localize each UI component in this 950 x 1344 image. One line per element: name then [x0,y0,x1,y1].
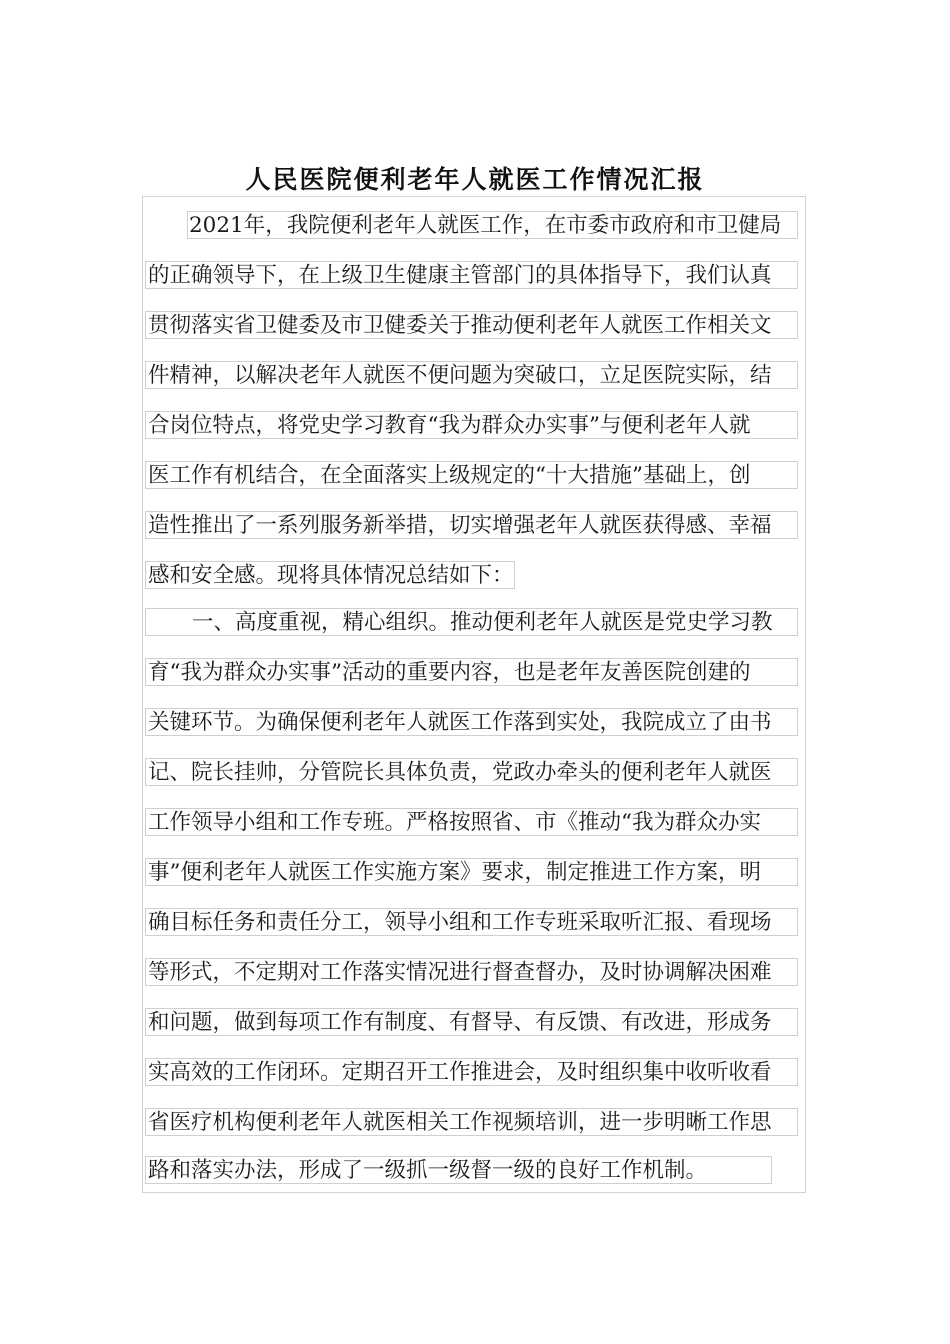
paragraph-line: 省医疗机构便利老年人就医相关工作视频培训，进一步明晰工作思 [145,1108,798,1136]
paragraph-line: 事”便利老年人就医工作实施方案》要求，制定推进工作方案，明 [145,858,798,886]
paragraph-line: 造性推出了一系列服务新举措，切实增强老年人就医获得感、幸福 [145,511,798,539]
paragraph-line: 医工作有机结合，在全面落实上级规定的“十大措施”基础上，创 [145,461,798,489]
page-title: 人民医院便利老年人就医工作情况汇报 [245,164,705,194]
paragraph-line: 确目标任务和责任分工，领导小组和工作专班采取听汇报、看现场 [145,908,798,936]
paragraph-line: 关键环节。为确保便利老年人就医工作落到实处，我院成立了由书 [145,708,798,736]
paragraph-line: 一、高度重视，精心组织。推动便利老年人就医是党史学习教 [145,608,798,636]
paragraph-line: 2021年，我院便利老年人就医工作，在市委市政府和市卫健局 [187,211,798,239]
paragraph-line: 路和落实办法，形成了一级抓一级督一级的良好工作机制。 [145,1156,772,1184]
paragraph-line: 实高效的工作闭环。定期召开工作推进会，及时组织集中收听收看 [145,1058,798,1086]
paragraph-line: 件精神，以解决老年人就医不便问题为突破口，立足医院实际，结 [145,361,798,389]
content-frame [142,196,806,1193]
paragraph-line: 贯彻落实省卫健委及市卫健委关于推动便利老年人就医工作相关文 [145,311,798,339]
paragraph-line: 育“我为群众办实事”活动的重要内容，也是老年友善医院创建的 [145,658,798,686]
paragraph-line: 记、院长挂帅，分管院长具体负责，党政办牵头的便利老年人就医 [145,758,798,786]
paragraph-line: 工作领导小组和工作专班。严格按照省、市《推动“我为群众办实 [145,808,798,836]
paragraph-line: 的正确领导下，在上级卫生健康主管部门的具体指导下，我们认真 [145,261,798,289]
paragraph-line: 等形式，不定期对工作落实情况进行督查督办，及时协调解决困难 [145,958,798,986]
paragraph-line: 感和安全感。现将具体情况总结如下： [145,561,515,589]
paragraph-line: 和问题，做到每项工作有制度、有督导、有反馈、有改进，形成务 [145,1008,798,1036]
paragraph-line: 合岗位特点，将党史学习教育“我为群众办实事”与便利老年人就 [145,411,798,439]
